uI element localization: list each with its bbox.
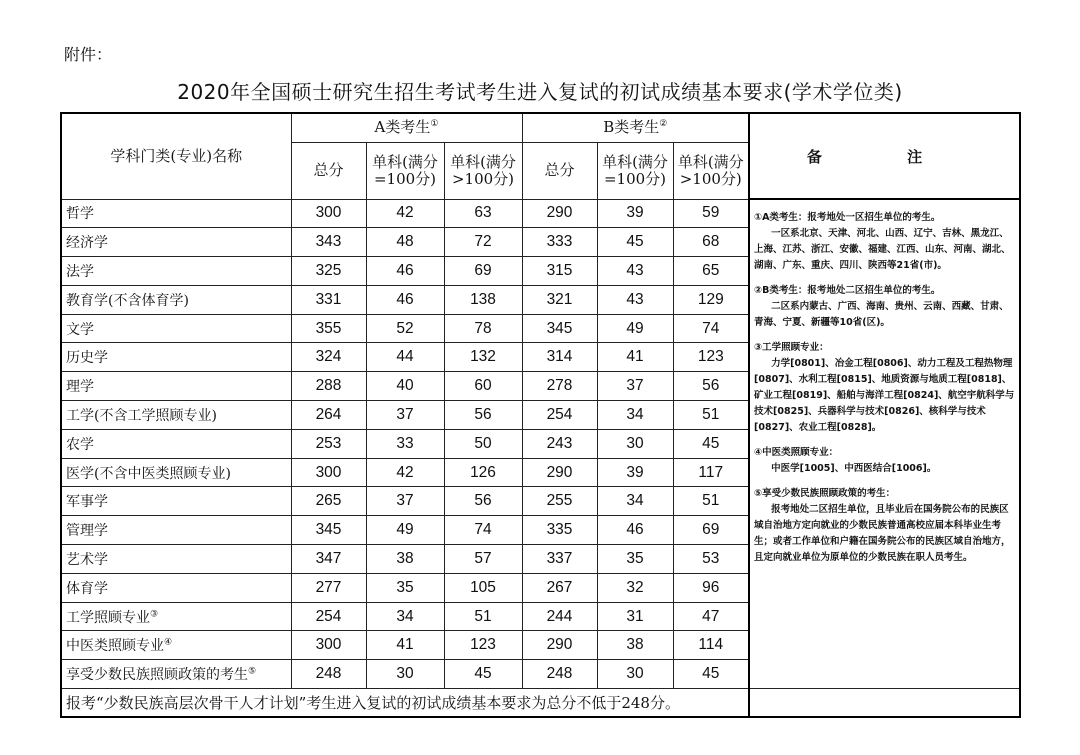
- b-single100-score: 49: [597, 314, 673, 343]
- b-single100-score: 34: [597, 487, 673, 516]
- subject-name: 教育学(不含体育学): [61, 285, 291, 314]
- b-total-score: 278: [522, 372, 597, 401]
- remark-4: ④中医类照顾专业： 中医学[1005]、中西医结合[1006]。: [754, 447, 937, 474]
- b-single100-score: 45: [597, 228, 673, 257]
- document-title: 2020年全国硕士研究生招生考试考生进入复试的初试成绩基本要求(学术学位类): [177, 80, 903, 104]
- remarks-header: 备 注: [749, 113, 1020, 199]
- a-total-score: 347: [291, 545, 366, 574]
- b-total-score: 335: [522, 516, 597, 545]
- b-single100p-score: 56: [673, 372, 749, 401]
- a-single100p-score: 123: [444, 631, 522, 660]
- a-single100-score: 33: [366, 429, 444, 458]
- remarks-column: [749, 199, 1020, 689]
- b-single100p-score: 51: [673, 487, 749, 516]
- a-single100-header: 单科(满分 =100分): [366, 142, 444, 199]
- b-single100p-score: 69: [673, 516, 749, 545]
- b-single100-score: 39: [597, 458, 673, 487]
- b-total-score: 345: [522, 314, 597, 343]
- b-single100p-score: 65: [673, 257, 749, 286]
- b-single100p-score: 51: [673, 401, 749, 430]
- b-single100p-score: 74: [673, 314, 749, 343]
- a-total-score: 300: [291, 631, 366, 660]
- subject-name: 艺术学: [61, 545, 291, 574]
- a-total-score: 288: [291, 372, 366, 401]
- b-single100p-score: 45: [673, 660, 749, 689]
- attachment-label: 附件：: [64, 45, 113, 64]
- b-total-score: 321: [522, 285, 597, 314]
- b-single100-score: 39: [597, 199, 673, 228]
- b-total-score: 290: [522, 199, 597, 228]
- b-single100p-score: 123: [673, 343, 749, 372]
- table-row: [61, 199, 1020, 228]
- a-single100-score: 40: [366, 372, 444, 401]
- a-single100-score: 38: [366, 545, 444, 574]
- b-single100p-score: 129: [673, 285, 749, 314]
- b-total-score: 314: [522, 343, 597, 372]
- subject-name: 工学(不含工学照顾专业): [61, 401, 291, 430]
- a-single100-score: 37: [366, 401, 444, 430]
- a-total-score: 325: [291, 257, 366, 286]
- a-single100-score: 52: [366, 314, 444, 343]
- a-single100-score: 41: [366, 631, 444, 660]
- a-total-score: 265: [291, 487, 366, 516]
- subject-name: 法学: [61, 257, 291, 286]
- a-single100-score: 30: [366, 660, 444, 689]
- a-single100p-score: 63: [444, 199, 522, 228]
- a-single100-score: 48: [366, 228, 444, 257]
- remarks-footer-blank: [749, 689, 1020, 717]
- subject-name: 文学: [61, 314, 291, 343]
- b-total-score: 333: [522, 228, 597, 257]
- b-total-score: 290: [522, 458, 597, 487]
- b-single100p-score: 53: [673, 545, 749, 574]
- a-single100p-score: 69: [444, 257, 522, 286]
- a-single100p-score: 105: [444, 573, 522, 602]
- b-total-score: 244: [522, 602, 597, 631]
- b-single100-header: 单科(满分 =100分): [597, 142, 673, 199]
- subject-name: 理学: [61, 372, 291, 401]
- a-single100-score: 37: [366, 487, 444, 516]
- b-single100-score: 30: [597, 660, 673, 689]
- b-single100-score: 37: [597, 372, 673, 401]
- b-total-score: 290: [522, 631, 597, 660]
- a-single100-score: 42: [366, 458, 444, 487]
- a-total-score: 343: [291, 228, 366, 257]
- b-total-score: 243: [522, 429, 597, 458]
- a-total-score: 248: [291, 660, 366, 689]
- a-single100p-header: 单科(满分 >100分): [444, 142, 522, 199]
- b-single100p-score: 114: [673, 631, 749, 660]
- a-single100p-score: 72: [444, 228, 522, 257]
- a-total-score: 254: [291, 602, 366, 631]
- b-single100p-score: 45: [673, 429, 749, 458]
- b-total-score: 315: [522, 257, 597, 286]
- a-single100-score: 42: [366, 199, 444, 228]
- b-total-header: 总分: [522, 142, 597, 199]
- b-single100-score: 35: [597, 545, 673, 574]
- b-single100-score: 41: [597, 343, 673, 372]
- table-footer-note: 报考“少数民族高层次骨干人才计划”考生进入复试的初试成绩基本要求为总分不低于248分。: [61, 689, 749, 717]
- a-single100p-score: 132: [444, 343, 522, 372]
- a-single100-score: 44: [366, 343, 444, 372]
- b-single100-score: 38: [597, 631, 673, 660]
- subject-name: 哲学: [61, 199, 291, 228]
- subject-name: 享受少数民族照顾政策的考生⑤: [61, 660, 291, 689]
- remark-1: ①A类考生：报考地处一区招生单位的考生。 一区系北京、天津、河北、山西、辽宁、吉林、黑龙江、上海、江苏、浙江、安徽、福建、江西、山东、河南、湖北、湖南、广东、重庆、四川、陕西等21省(市)。: [754, 212, 1011, 271]
- b-total-score: 267: [522, 573, 597, 602]
- a-total-header: 总分: [291, 142, 366, 199]
- a-single100p-score: 78: [444, 314, 522, 343]
- subject-name: 体育学: [61, 573, 291, 602]
- a-single100-score: 35: [366, 573, 444, 602]
- subject-header: 学科门类(专业)名称: [61, 113, 291, 199]
- a-single100p-score: 60: [444, 372, 522, 401]
- a-total-score: 300: [291, 458, 366, 487]
- a-single100p-score: 45: [444, 660, 522, 689]
- subject-name: 管理学: [61, 516, 291, 545]
- group-b-header: B类考生②: [522, 113, 749, 142]
- a-total-score: 324: [291, 343, 366, 372]
- subject-name: 农学: [61, 429, 291, 458]
- b-total-score: 254: [522, 401, 597, 430]
- a-single100-score: 49: [366, 516, 444, 545]
- a-single100p-score: 57: [444, 545, 522, 574]
- b-single100-score: 31: [597, 602, 673, 631]
- b-single100-score: 34: [597, 401, 673, 430]
- a-single100p-score: 56: [444, 401, 522, 430]
- b-single100p-score: 117: [673, 458, 749, 487]
- a-single100p-score: 50: [444, 429, 522, 458]
- b-total-score: 248: [522, 660, 597, 689]
- a-single100p-score: 51: [444, 602, 522, 631]
- b-single100-score: 43: [597, 285, 673, 314]
- a-single100-score: 34: [366, 602, 444, 631]
- b-single100p-header: 单科(满分 >100分): [673, 142, 749, 199]
- subject-name: 工学照顾专业③: [61, 602, 291, 631]
- subject-name: 经济学: [61, 228, 291, 257]
- a-single100p-score: 74: [444, 516, 522, 545]
- a-single100p-score: 56: [444, 487, 522, 516]
- a-total-score: 277: [291, 573, 366, 602]
- a-total-score: 264: [291, 401, 366, 430]
- a-single100p-score: 126: [444, 458, 522, 487]
- b-single100p-score: 59: [673, 199, 749, 228]
- b-single100-score: 32: [597, 573, 673, 602]
- subject-name: 军事学: [61, 487, 291, 516]
- b-single100p-score: 96: [673, 573, 749, 602]
- b-single100-score: 46: [597, 516, 673, 545]
- group-a-header: A类考生①: [291, 113, 522, 142]
- b-single100p-score: 47: [673, 602, 749, 631]
- subject-name: 中医类照顾专业④: [61, 631, 291, 660]
- a-total-score: 300: [291, 199, 366, 228]
- a-single100-score: 46: [366, 257, 444, 286]
- b-single100p-score: 68: [673, 228, 749, 257]
- a-total-score: 355: [291, 314, 366, 343]
- score-table: [60, 112, 1021, 718]
- subject-name: 医学(不含中医类照顾专业): [61, 458, 291, 487]
- a-total-score: 345: [291, 516, 366, 545]
- b-total-score: 337: [522, 545, 597, 574]
- a-single100-score: 46: [366, 285, 444, 314]
- b-total-score: 255: [522, 487, 597, 516]
- b-single100-score: 30: [597, 429, 673, 458]
- b-single100-score: 43: [597, 257, 673, 286]
- a-single100p-score: 138: [444, 285, 522, 314]
- remark-3: ③工学照顾专业： 力学[0801]、冶金工程[0806]、动力工程及工程热物理[0807]、水利工程[0815]、地质资源与地质工程[0818]、矿业工程[0819]、船舶与海洋工程[0824]、航空宇航科学与技术[0825]、兵器科学与技术[0826]、核科学与技术[0827]、农业工程[0828]。: [754, 342, 1015, 433]
- a-total-score: 253: [291, 429, 366, 458]
- remark-5: ⑤享受少数民族照顾政策的考生： 报考地处二区招生单位，且毕业后在国务院公布的民族区域自治地方定向就业的少数民族普通高校应届本科毕业生考生；或者工作单位和户籍在国务院公布的民族区域自治地方，且定向就业单位为原单位的少数民族在职人员考生。: [754, 488, 1011, 563]
- a-total-score: 331: [291, 285, 366, 314]
- remark-2: ②B类考生：报考地处二区招生单位的考生。 二区系内蒙古、广西、海南、贵州、云南、西藏、甘肃、青海、宁夏、新疆等10省(区)。: [754, 285, 1009, 328]
- subject-name: 历史学: [61, 343, 291, 372]
